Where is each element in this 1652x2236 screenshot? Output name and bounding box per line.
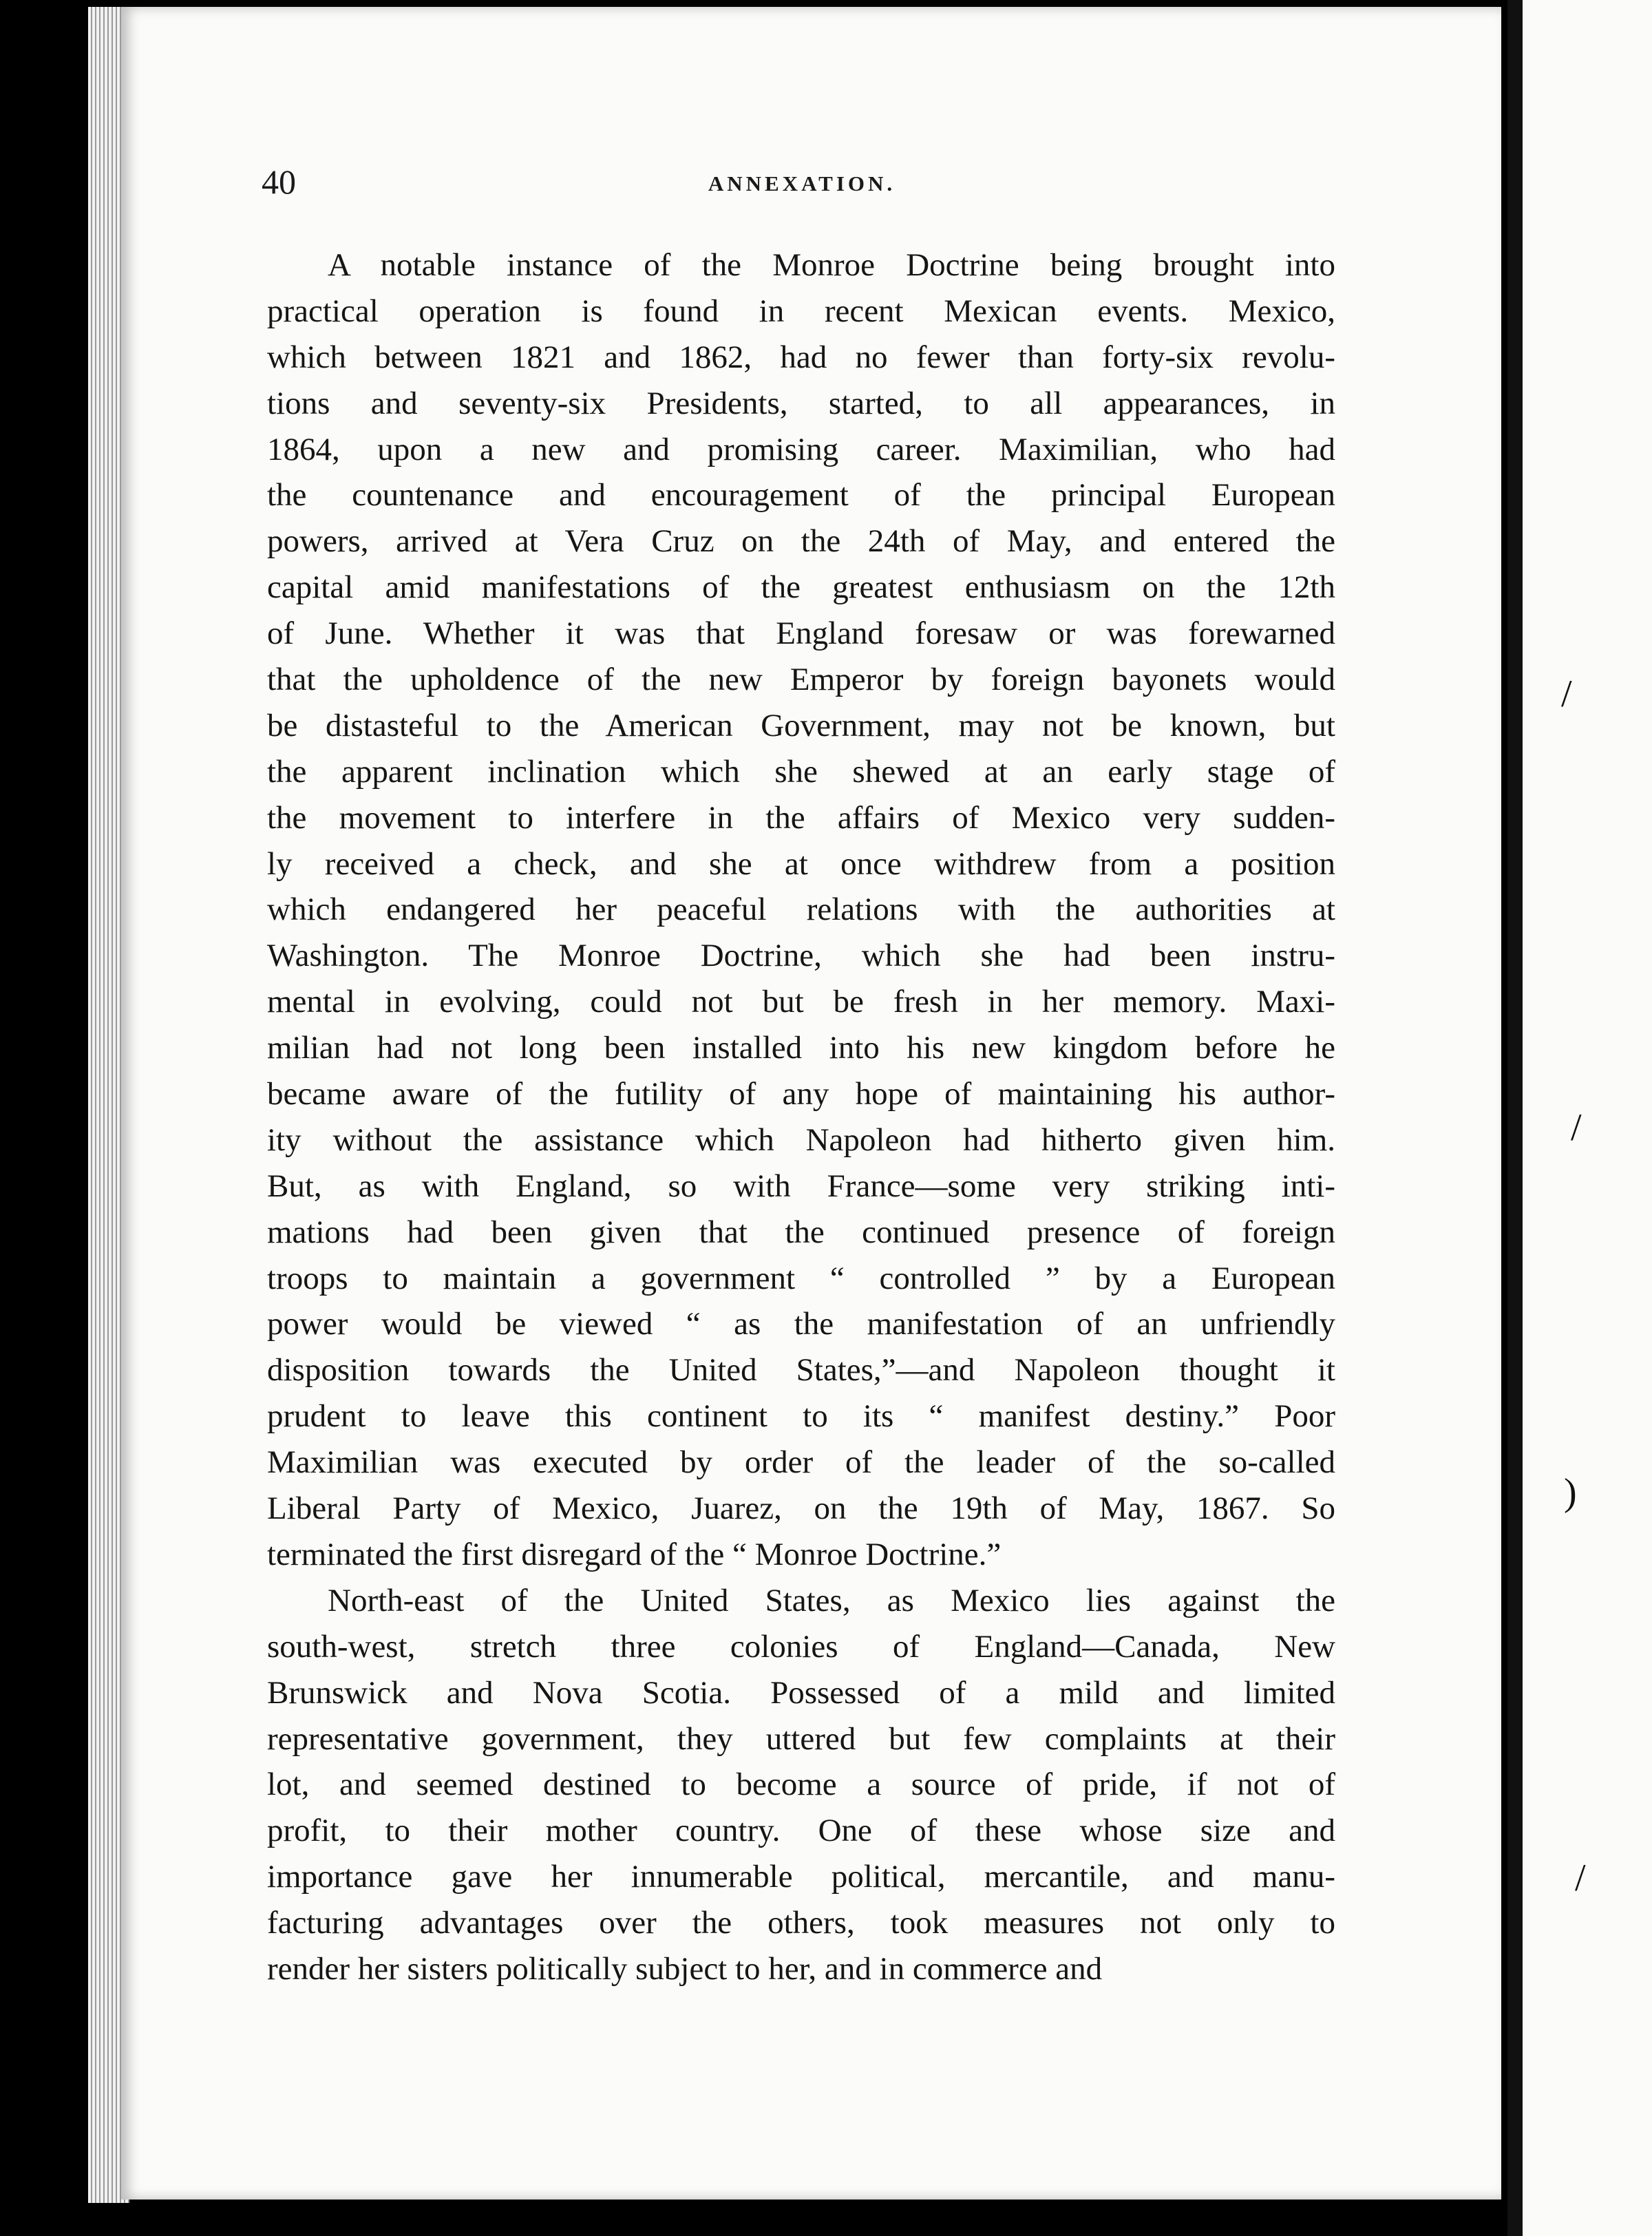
- facing-page-mark: /: [1571, 1106, 1582, 1149]
- running-title: ANNEXATION.: [708, 171, 896, 196]
- text-line: disposition towards the United States,”—and Napoleon thought it: [267, 1352, 1335, 1389]
- text-line: A notable instance of the Monroe Doctrine being brought into: [328, 247, 1335, 283]
- page-header: [262, 162, 1342, 203]
- text-line: which between 1821 and 1862, had no fewer than forty-six revolu-: [267, 339, 1335, 375]
- text-line: milian had not long been installed into his new kingdom before he: [267, 1030, 1335, 1066]
- text-line: practical operation is found in recent Mexican events. Mexico,: [267, 293, 1335, 329]
- text-line: render her sisters politically subject to her, and in commerce and: [267, 1950, 1103, 1987]
- facing-page-edge: [1523, 0, 1652, 2236]
- text-line: Maximilian was executed by order of the leader of the so-called: [267, 1444, 1335, 1481]
- text-line: of June. Whether it was that England foresaw or was forewarned: [267, 615, 1335, 652]
- text-line: that the upholdence of the new Emperor by foreign bayonets would: [267, 662, 1335, 698]
- text-line: 1864, upon a new and promising career. Maximilian, who had: [267, 431, 1335, 467]
- text-line: prudent to leave this continent to its “ manifest destiny.” Poor: [267, 1398, 1335, 1435]
- text-line: the apparent inclination which she shewed at an early stage of: [267, 753, 1335, 790]
- text-line: mations had been given that the continued presence of foreign: [267, 1214, 1335, 1250]
- book-gutter: [1507, 0, 1523, 2236]
- text-line: North-east of the United States, as Mexico lies against the: [328, 1582, 1335, 1618]
- text-line: the countenance and encouragement of the principal European: [267, 477, 1335, 514]
- text-line: profit, to their mother country. One of these whose size and: [267, 1813, 1335, 1849]
- body-text: [267, 242, 1335, 1992]
- text-line: representative government, they uttered but few complaints at their: [267, 1720, 1335, 1757]
- text-line: the movement to interfere in the affairs of Mexico very sudden-: [267, 799, 1335, 836]
- facing-page-mark: ): [1564, 1471, 1577, 1514]
- text-line: Liberal Party of Mexico, Juarez, on the 19th of May, 1867. So: [267, 1490, 1335, 1527]
- text-line: which endangered her peaceful relations with the authorities at: [267, 892, 1335, 928]
- text-line: ly received a check, and she at once withdrew from a position: [267, 845, 1335, 882]
- paragraph-1: [267, 242, 1335, 1578]
- text-line: powers, arrived at Vera Cruz on the 24th of May, and entered the: [267, 523, 1335, 560]
- paragraph-2: [267, 1578, 1335, 1992]
- text-line: Washington. The Monroe Doctrine, which she had been instru-: [267, 938, 1335, 974]
- page-number: 40: [262, 162, 296, 201]
- text-line: south-west, stretch three colonies of England—Canada, New: [267, 1628, 1335, 1665]
- text-line: But, as with England, so with France—some very striking inti-: [267, 1168, 1335, 1204]
- facing-page-mark: /: [1575, 1857, 1586, 1899]
- text-line: ity without the assistance which Napoleon had hitherto given him.: [267, 1121, 1335, 1158]
- text-line: importance gave her innumerable political, mercantile, and manu-: [267, 1859, 1335, 1895]
- text-line: mental in evolving, could not but be fresh in her memory. Maxi-: [267, 984, 1335, 1020]
- text-line: tions and seventy-six Presidents, started, to all appearances, in: [267, 385, 1335, 421]
- text-line: lot, and seemed destined to become a source of pride, if not of: [267, 1766, 1335, 1803]
- text-line: became aware of the futility of any hope of maintaining his author-: [267, 1076, 1335, 1112]
- text-line: Brunswick and Nova Scotia. Possessed of a mild and limited: [267, 1674, 1335, 1711]
- facing-page-mark: /: [1561, 673, 1572, 715]
- text-line: troops to maintain a government “ controlled ” by a European: [267, 1260, 1335, 1296]
- text-line: power would be viewed “ as the manifestation of an unfriendly: [267, 1306, 1335, 1342]
- text-line: facturing advantages over the others, took measures not only to: [267, 1905, 1335, 1941]
- text-line: terminated the first disregard of the “ Monroe Doctrine.”: [267, 1536, 1002, 1572]
- text-line: capital amid manifestations of the greatest enthusiasm on the 12th: [267, 569, 1335, 606]
- text-line: be distasteful to the American Government, may not be known, but: [267, 707, 1335, 743]
